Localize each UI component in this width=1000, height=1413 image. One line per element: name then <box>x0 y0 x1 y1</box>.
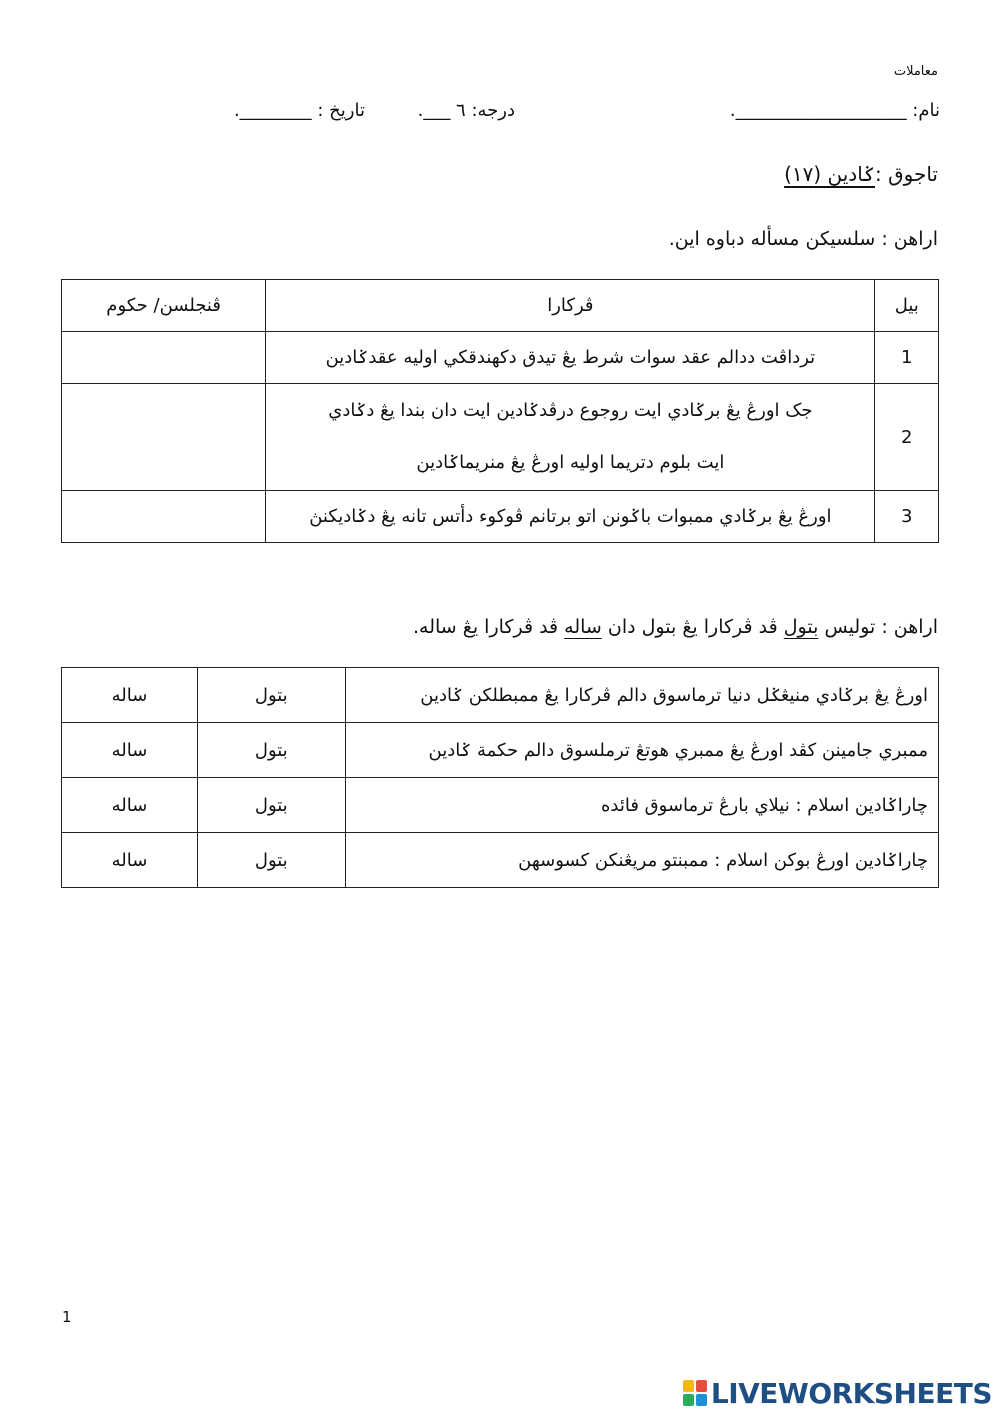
header-num: بيل <box>875 280 939 332</box>
name-field[interactable]: نام: ___________________. <box>729 100 940 121</box>
section2-instruction: اراهن : توليس بتول ڤد ڤرکارا يڠ بتول دان ساله ڤد ڤرکارا يڠ ساله. <box>412 616 938 638</box>
date-field[interactable]: تاريخ : ________. <box>233 100 365 121</box>
true-option[interactable]: بتول <box>197 668 345 723</box>
page-number: 1 <box>62 1308 72 1326</box>
row-num: 3 <box>875 491 939 543</box>
statement-cell: چاراݢادين اورڠ بوکن اسلام : ممبنتو مريڠنکن کسوسهن <box>345 833 938 888</box>
table-row <box>62 384 939 491</box>
title-topic: ݢادين (١٧) <box>784 162 876 186</box>
true-false-table <box>61 667 939 888</box>
table-row <box>62 833 939 888</box>
table-row <box>62 723 939 778</box>
statement-cell: چاراݢادين اسلام : نيلاي بارڠ ترماسوق فائده <box>345 778 938 833</box>
statement-cell: ممبري جامينن کڤد اورڠ يڠ ممبري هوتڠ ترملسوق دالم حکمة ݢادين <box>345 723 938 778</box>
word-false: ساله <box>564 616 602 638</box>
cases-table <box>61 279 939 543</box>
ruling-answer-cell[interactable] <box>62 332 266 384</box>
table-row <box>62 332 939 384</box>
word-true: بتول <box>783 616 819 638</box>
table-header-row <box>62 280 939 332</box>
true-option[interactable]: بتول <box>197 833 345 888</box>
title-prefix: تاجوق : <box>875 162 938 186</box>
ruling-answer-cell[interactable] <box>62 491 266 543</box>
true-option[interactable]: بتول <box>197 778 345 833</box>
row-case: جک اورڠ يڠ برݢادي ايت روجوع درڤدݢادين ايت دان بندا يڠ دݢادي ايت بلوم دتريما اوليه اورڠ يڠ منريماݢادين <box>266 384 875 491</box>
liveworksheets-logo <box>683 1376 992 1410</box>
false-option[interactable]: ساله <box>62 723 198 778</box>
statement-cell: اورڠ يڠ برݢادي منيڠݢل دنيا ترماسوق دالم ڤرکارا يڠ ممبطلکن ݢادين <box>345 668 938 723</box>
false-option[interactable]: ساله <box>62 668 198 723</box>
header-case: ڤرکارا <box>266 280 875 332</box>
false-option[interactable]: ساله <box>62 778 198 833</box>
header-ruling: ڤنجلسن/ حکوم <box>62 280 266 332</box>
table-row <box>62 778 939 833</box>
page-title <box>784 162 938 186</box>
liveworksheets-logo-icon <box>683 1380 707 1406</box>
section1-instruction: اراهن : سلسيکن مسأله دباوه اين. <box>668 228 938 250</box>
row-case: اورڠ يڠ برݢادي ممبوات باݢونن اتو برتانم ڤوکوء دأتس تانه يڠ دݢاديکنڽ <box>266 491 875 543</box>
grade-field[interactable]: درجه: ٦ ___. <box>417 100 515 121</box>
subject-label: معاملات <box>893 64 938 79</box>
row-num: 1 <box>875 332 939 384</box>
false-option[interactable]: ساله <box>62 833 198 888</box>
row-case: ترداڤت ددالم عقد سوات شرط يڠ تيدق دکهندقکي اوليه عقدݢادين <box>266 332 875 384</box>
ruling-answer-cell[interactable] <box>62 384 266 491</box>
true-option[interactable]: بتول <box>197 723 345 778</box>
student-info-line <box>60 100 940 130</box>
table-row <box>62 668 939 723</box>
table-row <box>62 491 939 543</box>
row-num: 2 <box>875 384 939 491</box>
logo-text: LIVEWORKSHEETS <box>710 1376 992 1410</box>
